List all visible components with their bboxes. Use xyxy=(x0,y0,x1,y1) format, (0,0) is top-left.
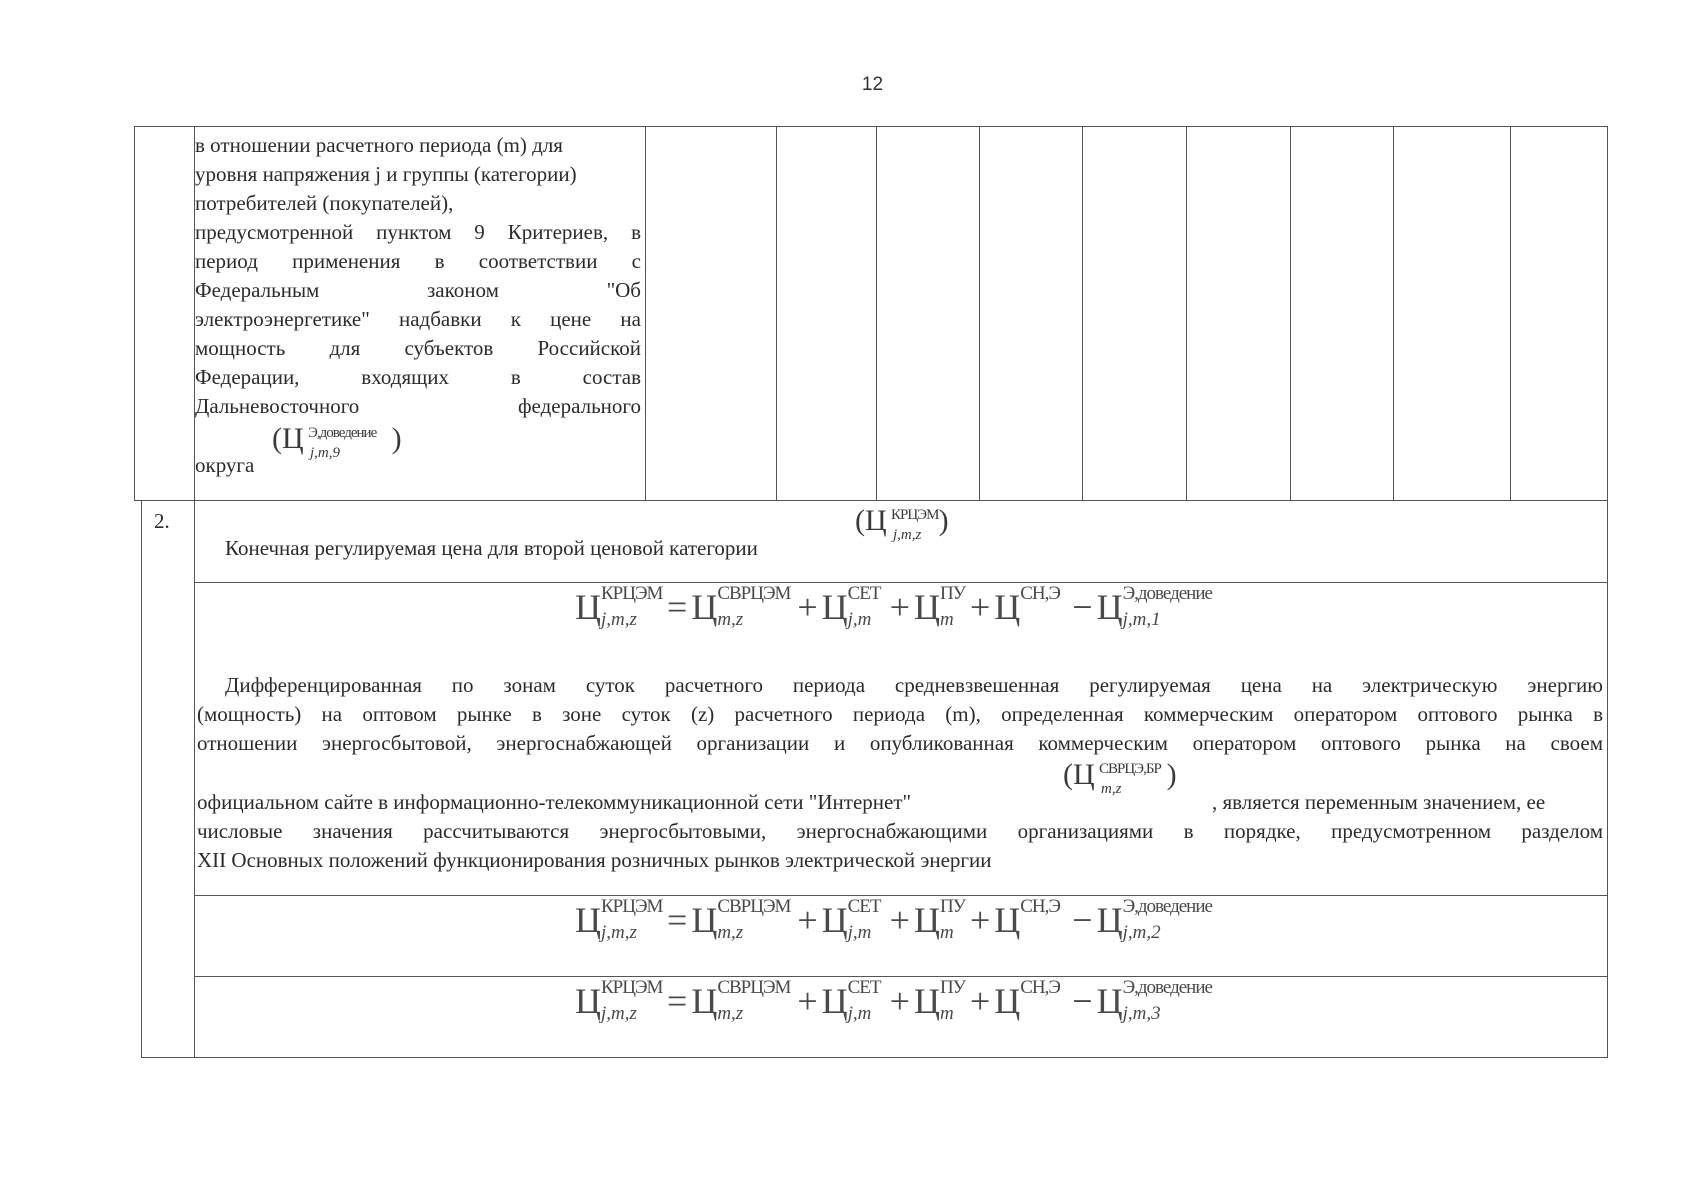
paragraph-line: числовые значения рассчитываются энергосбытовыми, энергоснабжающими организациями в порядке, предусмотренном разделом xyxy=(197,819,1603,843)
paragraph-price-symbol: (Ц ) СВРЦЭ,БР m,z xyxy=(1063,758,1177,797)
paragraph-line: (мощность) на оптовом рынке в зоне суток (z) расчетного периода (m), определенная коммерческим оператором оптового рынка в xyxy=(197,702,1603,726)
row1-last-word: округа xyxy=(195,453,255,477)
paragraph-line: отношении энергосбытовой, энергоснабжающей организации и опубликованная коммерческим оператором оптового рынка на своем xyxy=(197,731,1603,755)
row1-line: потребителей (покупателей), xyxy=(195,191,454,215)
row1-line: предусмотренной пунктом 9 Критериев, в xyxy=(195,220,641,244)
row1-line: в отношении расчетного периода (m) для xyxy=(195,133,563,157)
row1-line: Федеральным законом "Об xyxy=(195,278,641,302)
row2-title-symbol: (Ц ) КРЦЭМ j,m,z xyxy=(855,504,949,543)
paragraph-line: Дифференцированная по зонам суток расчетного периода средневзвешенная регулируемая цена на электрическую энергию xyxy=(225,673,1603,697)
paragraph-line: официальном сайте в информационно-телекоммуникационной сети "Интернет" xyxy=(197,790,912,814)
row1-line: электроэнергетике" надбавки к цене на xyxy=(195,307,641,331)
paragraph-line: XII Основных положений функционирования розничных рынков электрической энергии xyxy=(197,848,992,872)
row1-line: Федерации, входящих в состав xyxy=(195,365,641,389)
row1-price-symbol: (Ц ) Э,доведение j,m,9 xyxy=(272,422,402,461)
formula-2: Ц КРЦЭМ j,m,z = Ц СВРЦЭМ m,z + Ц СЕТ j,m + Ц ПУ m + Ц СН,Э − Ц Э,доведение j,m,2 xyxy=(575,896,1212,943)
row1-line: Дальневосточного федерального xyxy=(195,394,641,418)
paragraph-line: , является переменным значением, ее xyxy=(1212,790,1546,814)
page-number: 12 xyxy=(861,74,884,95)
row1-line: уровня напряжения j и группы (категории) xyxy=(195,162,577,186)
formula-3: Ц КРЦЭМ j,m,z = Ц СВРЦЭМ m,z + Ц СЕТ j,m + Ц ПУ m + Ц СН,Э − Ц Э,доведение j,m,3 xyxy=(575,977,1212,1024)
row1-line: период применения в соответствии с xyxy=(195,249,641,273)
row1-line: мощность для субъектов Российской xyxy=(195,336,641,360)
row2-number: 2. xyxy=(154,509,170,533)
row2-title: Конечная регулируемая цена для второй ценовой категории xyxy=(225,536,758,560)
formula-1: Ц КРЦЭМ j,m,z = Ц СВРЦЭМ m,z + Ц СЕТ j,m + Ц ПУ m + Ц СН,Э − Ц Э,доведение j,m,1 xyxy=(575,583,1212,630)
